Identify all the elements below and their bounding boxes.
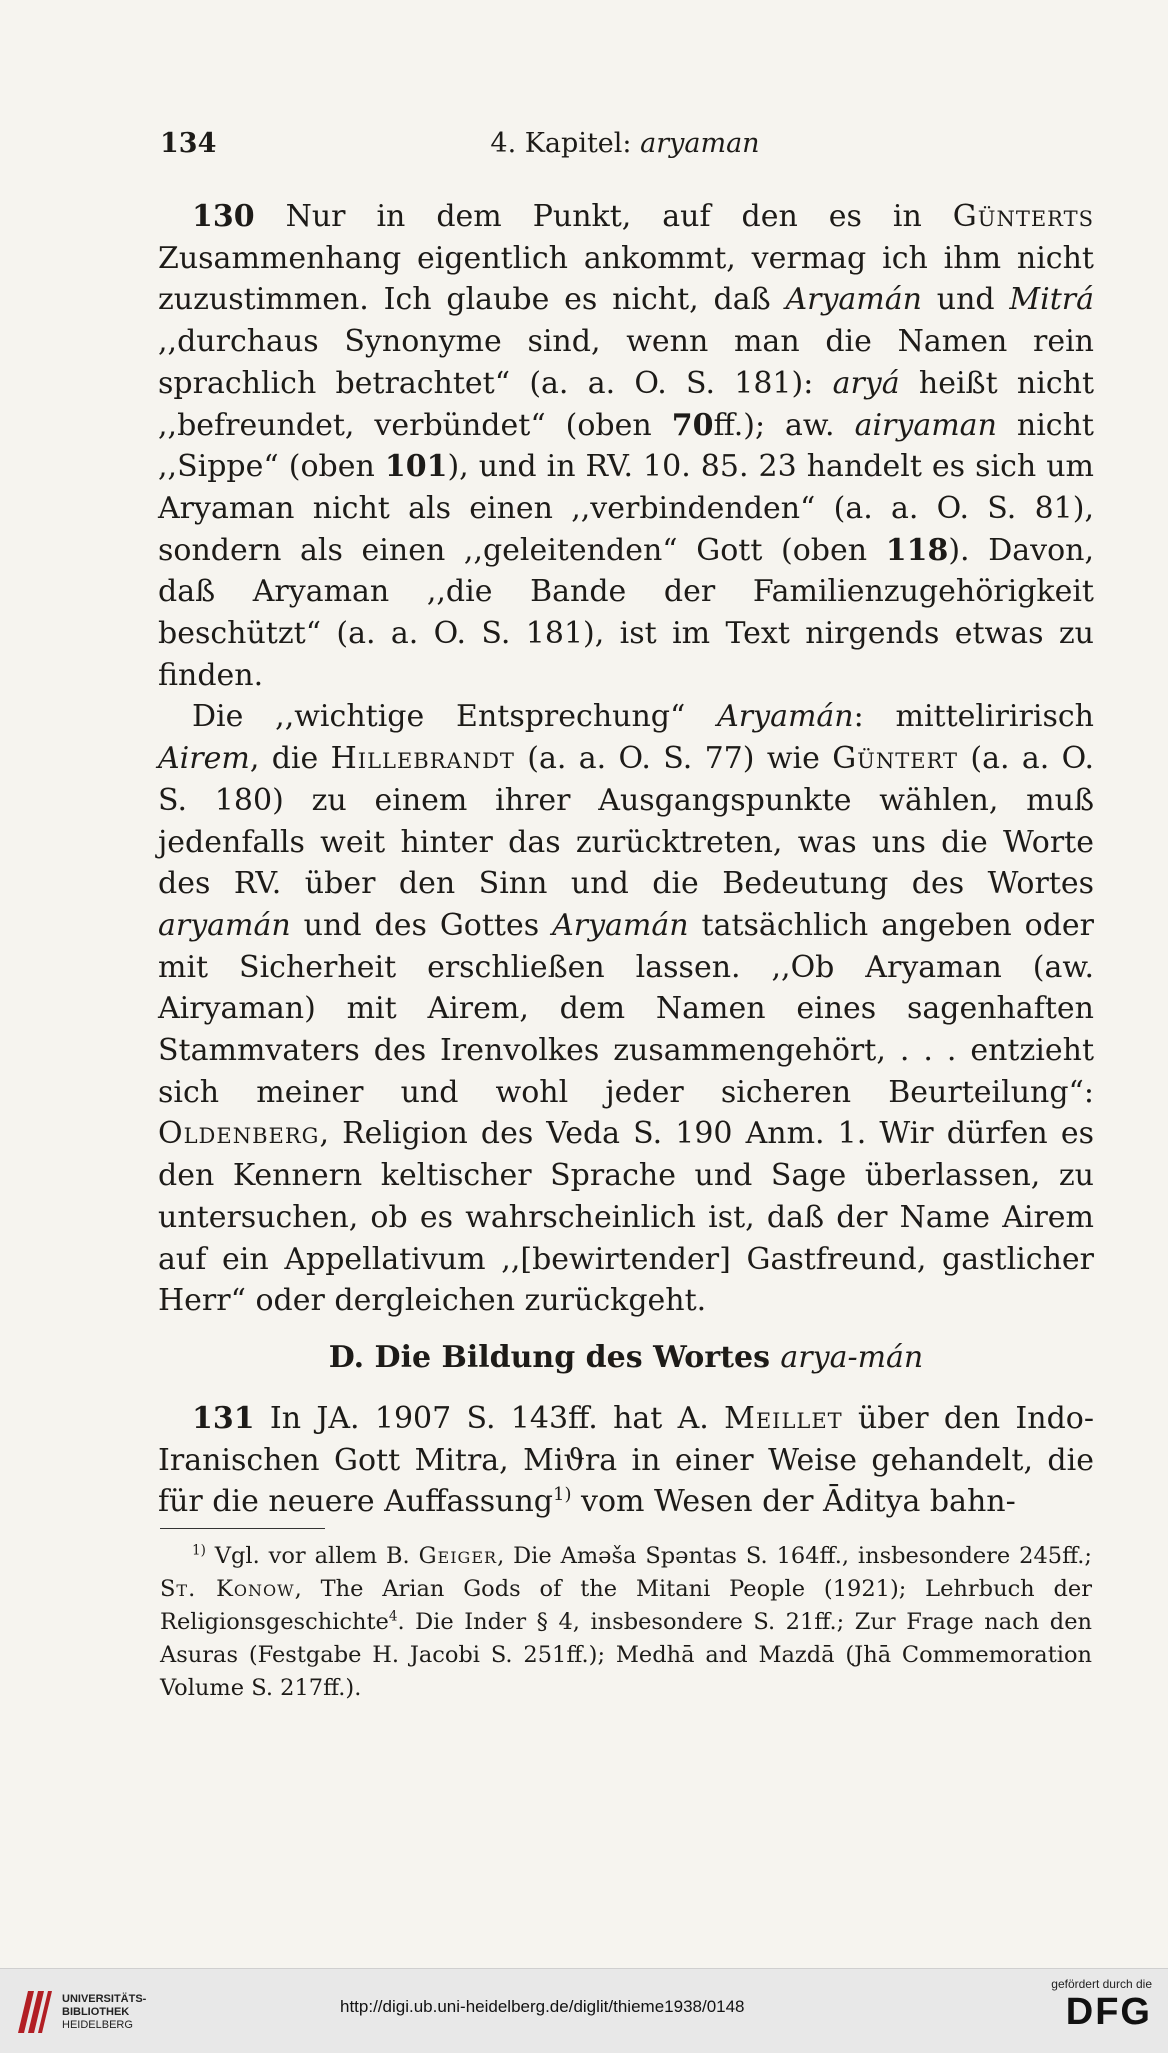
funded-by-text: gefördert durch die	[1051, 1977, 1152, 1991]
text-run: . Die Inder § 4, insbesondere S. 21ff.; Zur Frage nach den Asuras (Festgabe H. Jacobi S. 251ff.); Medhā and Mazdā (Jhā Commemoration Volume S. 217ff.).	[160, 1609, 1092, 1701]
text-run: , Religion des Veda S. 190 Anm. 1. Wir dürfen es den Kennern keltischer Sprache und Sage überlassen, zu untersuchen, ob es wahrscheinlich ist, daß der Name Airem auf ein Appellativum ,,[bewirtender] Gastfreund, gastlicher Herr“ oder dergleichen zurückgeht.	[158, 1116, 1094, 1319]
library-name-line: UNIVERSITÄTS-	[62, 1993, 147, 2005]
italic-term: Aryamán	[552, 907, 689, 943]
text-run: Vgl. vor allem B.	[205, 1543, 419, 1569]
author-name: Oldenberg	[158, 1116, 320, 1152]
superscript: 4	[388, 1608, 398, 1625]
viewer-footer	[0, 1968, 1168, 2053]
italic-term: Mitrá	[1009, 282, 1095, 318]
permalink[interactable]: http://digi.ub.uni-heidelberg.de/diglit/thieme1938/0148	[340, 1997, 745, 2016]
author-name: Geiger	[418, 1543, 498, 1569]
text-run: tatsächlich angeben oder mit Sicherheit erschließen lassen. ,,Ob Aryaman (aw. Airyaman) mit Airem, dem Namen eines sagenhaften Stammvaters des Irenvolkes zusammengehört, . . . entzieht sich meiner und wohl jeder sicheren Beurteilung“:	[158, 907, 1094, 1110]
italic-term: aryá	[832, 365, 900, 401]
chapter-title-italic: aryaman	[640, 128, 760, 159]
section-heading-italic: arya-mán	[780, 1340, 924, 1375]
text-run: ). Davon, daß Aryaman ,,die Bande der Familienzugehörigkeit beschützt“ (a. a. O. S. 181), ist im Text nirgends etwas zu finden.	[158, 532, 1095, 693]
bold-ref: 118	[885, 532, 949, 568]
library-name	[62, 1993, 146, 2032]
page-number: 134	[160, 128, 217, 159]
author-name: Meillet	[724, 1401, 843, 1436]
bold-ref: 101	[384, 449, 448, 485]
text-run: ,,durchaus Synonyme sind, wenn man die Namen rein sprachlich betrachtet“ (a. a. O. S. 181):	[158, 324, 1094, 401]
text-run: (a. a. O. S. 180) zu einem ihrer Ausgangspunkte wählen, muß jedenfalls weit hinter das zurücktreten, was uns die Worte des RV. über den Sinn und die Bedeutung des Wortes	[158, 741, 1094, 902]
text-run: , The Arian Gods of the Mitani People (1921); Lehrbuch der Religionsgeschichte	[160, 1576, 1092, 1635]
section-heading	[158, 1340, 1094, 1375]
text-run: , die	[249, 741, 331, 777]
text-run: vom Wesen der Āditya bahn-	[571, 1484, 1016, 1520]
main-text-continued	[158, 1398, 1094, 1523]
dfg-logo[interactable]	[1032, 1977, 1152, 2033]
library-name-line: BIBLIOTHEK	[62, 2006, 130, 2018]
bold-ref: 70	[671, 407, 714, 443]
author-name: Hillebrandt	[330, 741, 515, 777]
italic-term: Aryamán	[785, 282, 922, 318]
text-run: und des Gottes	[290, 907, 553, 943]
paragraph-131	[158, 1398, 1094, 1523]
italic-term: airyaman	[854, 407, 997, 443]
paragraph-die	[158, 696, 1094, 1322]
text-run: Die ,,wichtige Entsprechung“	[192, 699, 718, 735]
section-heading-text: D. Die Bildung des Wortes	[328, 1340, 781, 1375]
dfg-wordmark: DFG	[1065, 1991, 1152, 2033]
footnote-ref: 1)	[553, 1484, 572, 1506]
text-run: heißt nicht ,,befreundet, verbündet“ (oben	[158, 365, 1094, 443]
text-run: (a. a. O. S. 77) wie	[514, 741, 833, 777]
italic-term: Airem	[158, 741, 250, 777]
author-name: St. Konow	[160, 1576, 295, 1602]
text-run: und	[921, 282, 1010, 318]
author-name: Günterts	[952, 199, 1094, 234]
text-run: In JA. 1907 S. 143ff. hat A.	[254, 1401, 725, 1436]
main-text	[158, 196, 1094, 1322]
chapter-title-prefix: 4. Kapitel:	[490, 128, 632, 159]
italic-term: aryamán	[158, 907, 291, 943]
text-run: über den Indo-Iranischen Gott Mitra, Miϑra in einer Weise gehandelt, die für die neuere Auffassung	[158, 1401, 1094, 1520]
chapter-title	[160, 128, 1090, 159]
text-run: Zusammenhang eigentlich ankommt, vermag ich ihm nicht zuzustimmen. Ich glaube es nicht, daß	[158, 240, 1094, 318]
text-run: : mitteliririsch	[853, 699, 1094, 735]
running-header	[160, 128, 1090, 168]
paragraph-number: 130	[192, 199, 255, 234]
footnote	[160, 1540, 1092, 1705]
library-name-line: HEIDELBERG	[62, 2019, 133, 2031]
italic-term: Aryamán	[717, 699, 854, 735]
paragraph-130	[158, 196, 1094, 696]
library-logo[interactable]	[14, 1985, 154, 2037]
footnote-divider	[160, 1528, 325, 1529]
footnote-mark: 1)	[192, 1542, 206, 1559]
text-run: nicht ,,Sippe“ (oben	[158, 407, 1094, 485]
text-run: ), und in RV. 10. 85. 23 handelt es sich um Aryaman nicht als einen ,,verbindenden“ (a. a. O. S. 81), sondern als einen ,,geleitenden“ Gott (oben	[158, 449, 1094, 568]
author-name: Güntert	[832, 741, 959, 777]
text-run: Nur in dem Punkt, auf den es in	[254, 199, 953, 234]
text-run: , Die Aməša Spəntas S. 164ff., insbesondere 245ff.;	[497, 1543, 1093, 1569]
library-seal-icon	[14, 1985, 54, 2037]
paragraph-number: 131	[192, 1401, 255, 1436]
footnote-1	[160, 1540, 1092, 1705]
text-run: ff.); aw.	[713, 407, 855, 443]
